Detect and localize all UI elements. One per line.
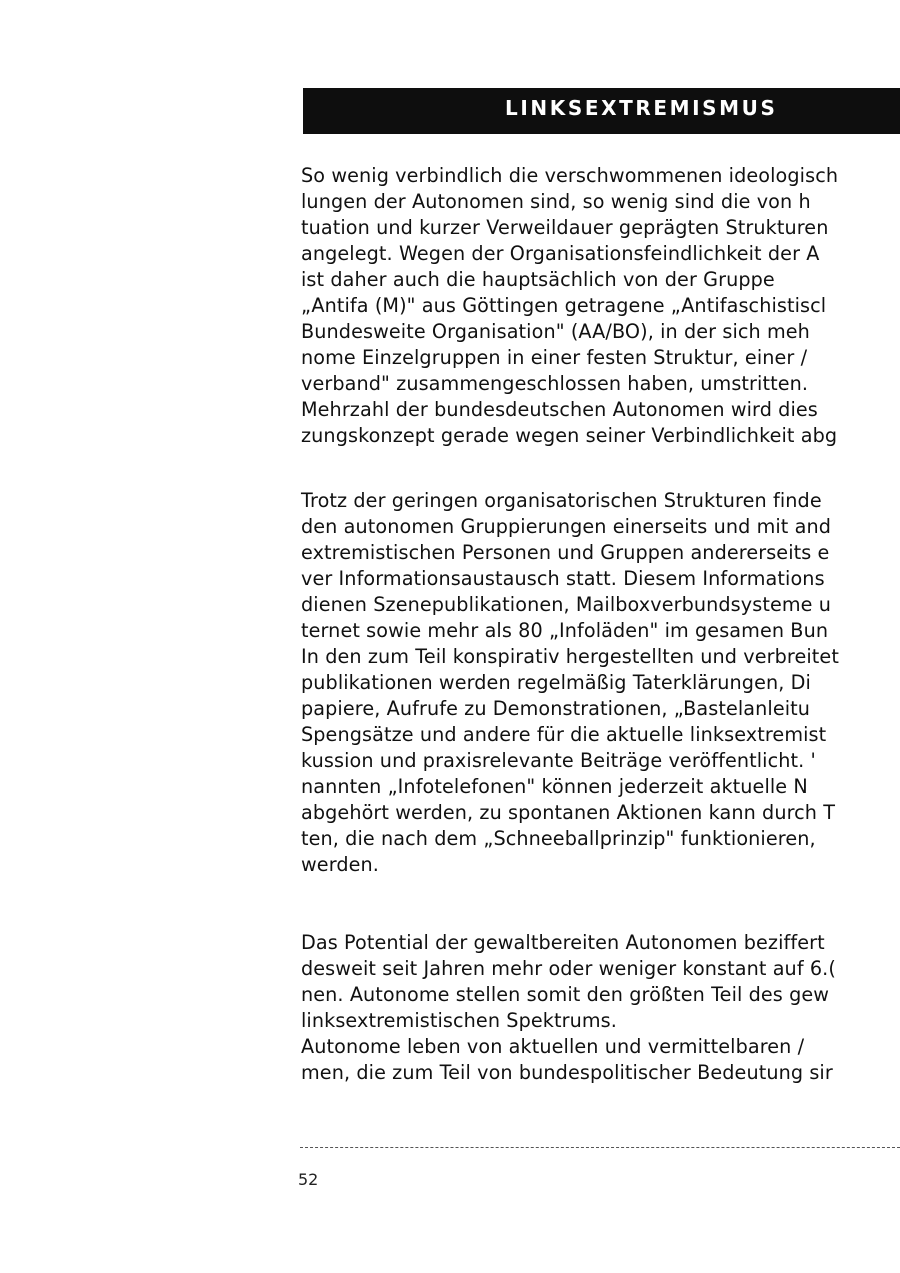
text-line: desweit seit Jahren mehr oder weniger konstant auf 6.( [301, 957, 836, 980]
text-line: extremistischen Personen und Gruppen andererseits e [301, 541, 830, 564]
text-line: „Antifa (M)" aus Göttingen getragene „Antifaschistiscl [301, 294, 827, 317]
text-line: In den zum Teil konspirativ hergestellten und verbreitet [301, 645, 839, 668]
text-line: Das Potential der gewaltbereiten Autonomen beziffert [301, 931, 825, 954]
text-line: lungen der Autonomen sind, so wenig sind die von h [301, 190, 811, 213]
text-line: Trotz der geringen organisatorischen Strukturen finde [301, 489, 822, 512]
text-line: werden. [301, 853, 379, 876]
text-line: angelegt. Wegen der Organisationsfeindlichkeit der A [301, 242, 820, 265]
text-line: nome Einzelgruppen in einer festen Struktur, einer / [301, 346, 808, 369]
text-line: Autonome leben von aktuellen und vermittelbaren / [301, 1035, 805, 1058]
text-line: dienen Szenepublikationen, Mailboxverbundsysteme u [301, 593, 832, 616]
footer-divider [300, 1147, 900, 1148]
text-line: kussion und praxisrelevante Beiträge veröffentlicht. ' [301, 749, 816, 772]
page-number: 52 [298, 1170, 319, 1189]
section-title: LINKSEXTREMISMUS [505, 96, 778, 120]
text-line: ten, die nach dem „Schneeballprinzip" funktionieren, [301, 827, 816, 850]
text-line: nannten „Infotelefonen" können jederzeit aktuelle N [301, 775, 808, 798]
text-line: abgehört werden, zu spontanen Aktionen kann durch T [301, 801, 836, 824]
text-line: papiere, Aufrufe zu Demonstrationen, „Bastelanleitu [301, 697, 811, 720]
text-line: verband" zusammengeschlossen haben, umstritten. [301, 372, 809, 395]
text-line: den autonomen Gruppierungen einerseits und mit and [301, 515, 832, 538]
text-line: nen. Autonome stellen somit den größten Teil des gew [301, 983, 830, 1006]
text-line: men, die zum Teil von bundespolitischer Bedeutung sir [301, 1061, 833, 1084]
text-line: ist daher auch die hauptsächlich von der Gruppe [301, 268, 775, 291]
text-line: publikationen werden regelmäßig Taterklärungen, Di [301, 671, 811, 694]
text-line: ternet sowie mehr als 80 „Infoläden" im gesamen Bun [301, 619, 829, 642]
text-line: Bundesweite Organisation" (AA/BO), in der sich meh [301, 320, 810, 343]
text-line: tuation und kurzer Verweildauer geprägten Strukturen [301, 216, 829, 239]
text-line: ver Informationsaustausch statt. Diesem Informations [301, 567, 825, 590]
text-line: Mehrzahl der bundesdeutschen Autonomen wird dies [301, 398, 818, 421]
text-line: linksextremistischen Spektrums. [301, 1009, 617, 1032]
text-line: zungskonzept gerade wegen seiner Verbindlichkeit abg [301, 424, 838, 447]
text-line: So wenig verbindlich die verschwommenen ideologisch [301, 164, 839, 187]
text-line: Spengsätze und andere für die aktuelle linksextremist [301, 723, 827, 746]
